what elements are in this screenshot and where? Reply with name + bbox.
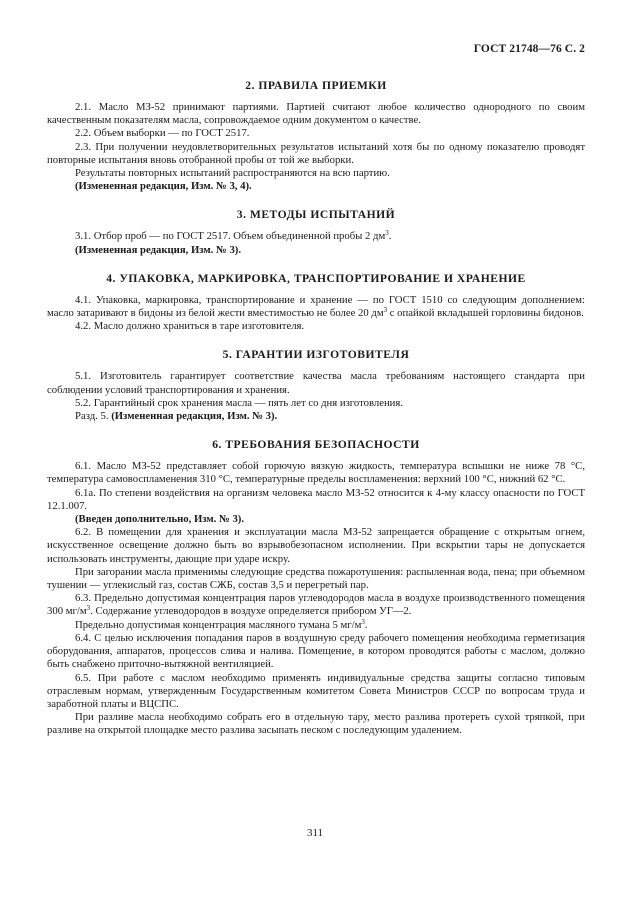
section-title: 6. ТРЕБОВАНИЯ БЕЗОПАСНОСТИ [212,438,420,452]
section-4 [47,271,585,334]
paragraph: 6.4. С целью исключения попадания паров в воздушную среду рабочего помещения необходима герметизация оборудования, аппаратов, процессов слива и налива. Помещение, в котором проводятся работы с маслом, должно быть снабжено приточно-вытяжной вентиляцией. [47,631,585,671]
paragraph: 6.2. В помещении для хранения и эксплуатации масла МЗ-52 запрещается обращение с открытым огнем, искусственное освещение должно быть во взрывобезопасном исполнении. При вскрытии тары не допускается использовать инструменты, дающие при ударе искру. [47,526,585,565]
amendment-note: (Измененная редакция, Изм. № 3, 4). [75,180,252,193]
document-body [47,78,585,738]
section-6 [47,437,585,737]
section-5 [47,347,585,423]
paragraph: При загорании масла применимы следующие средства пожаротушения: распыленная вода, пена; при объемном тушении — углекислый газ, состав СЖБ, состав 3,5 и перегретый пар. [47,565,585,592]
paragraph: 4.2. Масло должно храниться в таре изготовителя. [75,320,305,333]
paragraph: 6.5. При работе с маслом необходимо применять индивидуальные средства защиты согласно типовым отраслевым нормам, утвержденным Государственным комитетом Совета Министров СССР по вопросам труда и заработной платы и ВЦСПС. [47,671,585,710]
paragraph: 6.1. Масло МЗ-52 представляет собой горючую вязкую жидкость, температура вспышки не ниже 78 °С, температура самовоспламенения 310 °С, температурные пределы воспламенения: верхний 100 °С, нижний 62 °С. [47,460,585,486]
section-2 [47,78,585,193]
paragraph: 5.1. Изготовитель гарантирует соответствие качества масла требованиям настоящего стандарта при соблюдении условий транспортирования и хранения. [47,370,585,396]
page-number: 311 [306,827,324,839]
section-3 [47,207,585,256]
paragraph: 5.2. Гарантийный срок хранения масла — пять лет со дня изготовления. [75,396,403,409]
section-title: 2. ПРАВИЛА ПРИЕМКИ [245,79,387,92]
paragraph: 2.3. При получении неудовлетворительных результатов испытаний хотя бы по одному показателю проводят повторные испытания вновь отобранной пробы от той же выборки. [47,140,585,166]
paragraph: 6.1а. По степени воздействия на организм человека масло МЗ-52 относится к 4-му классу опасности по ГОСТ 12.1.007. [47,486,585,512]
section-title: 4. УПАКОВКА, МАРКИРОВКА, ТРАНСПОРТИРОВАНИЕ И ХРАНЕНИЕ [106,271,526,285]
amendment-note: (Измененная редакция, Изм. № 3). [75,243,242,256]
paragraph: 4.1. Упаковка, маркировка, транспортирование и хранение — по ГОСТ 1510 со следующим дополнением: масло затаривают в бидоны из белой жести вместимостью не более 20 $дм^3$ с опайкой вкладышей горловины бидонов. [47,293,585,320]
section-title: 3. МЕТОДЫ ИСПЫТАНИЙ [236,208,396,222]
paragraph: 6.3. Предельно допустимая концентрация паров углеводородов масла в воздухе производственного помещения 300 $мг/м^3$. Содержание углеводородов в воздухе определяется прибором УГ—2. [47,592,585,618]
paragraph: 3.1. Отбор проб — по ГОСТ 2517. Объем объединенной пробы 2 $дм^3$. [75,229,392,243]
paragraph: При разливе масла необходимо собрать его в отдельную тару, место разлива протереть сухой тряпкой, при разливе на открытой площадке место разлива засыпать песком с последующим удалением. [47,711,585,737]
paragraph: Предельно допустимая концентрация масляного тумана 5 $мг/м^3$. [75,617,368,631]
paragraph: Разд. 5. (Измененная редакция, Изм. № 3). [75,410,278,423]
amendment-note: (Введен дополнительно, Изм. № 3). [75,513,245,526]
paragraph: 2.1. Масло МЗ-52 принимают партиями. Партией считают любое количество однородного по своим качественным показателям масла, сопровождаемое одним документом о качестве. [47,101,585,127]
standard-header: ГОСТ 21748—76 С. 2 [473,43,585,55]
paragraph: 2.2. Объем выборки — по ГОСТ 2517. [75,127,250,140]
section-title: 5. ГАРАНТИИ ИЗГОТОВИТЕЛЯ [222,348,410,362]
paragraph: Результаты повторных испытаний распространяются на всю партию. [75,167,390,180]
